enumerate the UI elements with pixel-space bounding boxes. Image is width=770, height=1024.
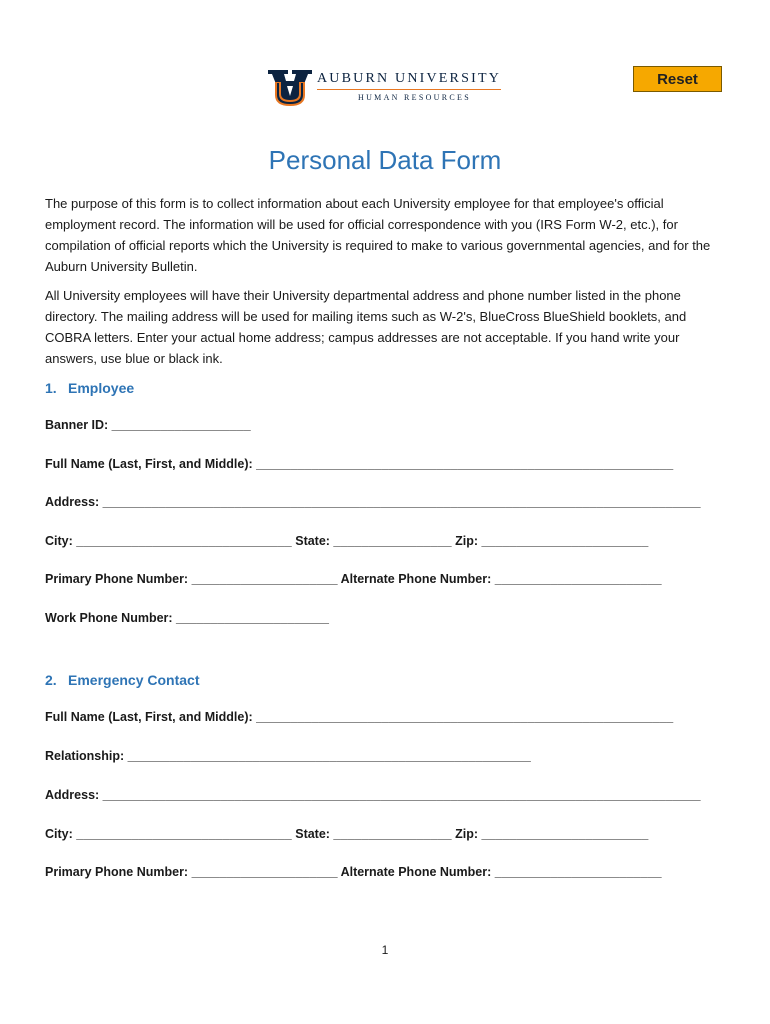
reset-button[interactable]: Reset bbox=[633, 66, 722, 92]
section-title: Employee bbox=[68, 380, 135, 396]
employee-city-state-zip-field[interactable]: City: _______________________________ State: _________________ Zip: ________________________ bbox=[45, 534, 649, 548]
auburn-logo bbox=[266, 64, 506, 110]
page-title: Personal Data Form bbox=[268, 145, 502, 175]
intro-paragraph-2: All University employees will have their University departmental address and phone number listed in the phone directory. The mailing address will be used for mailing items such as W-2's, BlueCross BlueShield booklets, and COBRA letters. Enter your actual home address; campus addresses are not acceptable. If you hand write your answers, use blue or black ink. bbox=[45, 288, 687, 366]
page-number: 1 bbox=[381, 943, 389, 957]
contact-address-field[interactable]: Address: ______________________________________________________________________________________ bbox=[45, 788, 701, 802]
work-phone-field[interactable]: Work Phone Number: ______________________ bbox=[45, 611, 329, 625]
contact-city-state-zip-field[interactable]: City: _______________________________ State: _________________ Zip: ________________________ bbox=[45, 827, 649, 841]
section-heading-employee bbox=[45, 380, 134, 396]
logo-subtitle: HUMAN RESOURCES bbox=[358, 93, 471, 102]
employee-phone-fields[interactable]: Primary Phone Number: _____________________ Alternate Phone Number: ________________________ bbox=[45, 572, 662, 586]
section-title: Emergency Contact bbox=[68, 672, 200, 688]
section-number: 2. bbox=[45, 672, 57, 688]
contact-phone-fields[interactable]: Primary Phone Number: _____________________ Alternate Phone Number: ________________________ bbox=[45, 865, 662, 879]
contact-full-name-field[interactable]: Full Name (Last, First, and Middle): ____________________________________________________________ bbox=[45, 710, 674, 724]
employee-address-field[interactable]: Address: ______________________________________________________________________________________ bbox=[45, 495, 701, 509]
section-heading-emergency-contact bbox=[45, 672, 199, 688]
logo-title: AUBURN UNIVERSITY bbox=[317, 71, 502, 86]
au-monogram-icon bbox=[266, 64, 314, 108]
employee-full-name-field[interactable]: Full Name (Last, First, and Middle): ____________________________________________________________ bbox=[45, 457, 674, 471]
intro-paragraph-1: The purpose of this form is to collect information about each University employee for that employee's official employment record. The information will be used for official correspondence with you (IRS Form W-2, etc.), for compilation of official reports which the University is required to make to various governmental agencies, and for the Auburn University Bulletin. bbox=[45, 196, 711, 274]
relationship-field[interactable]: Relationship: __________________________________________________________ bbox=[45, 749, 531, 763]
logo-divider bbox=[317, 89, 501, 90]
banner-id-field[interactable]: Banner ID: ____________________ bbox=[45, 418, 251, 432]
section-number: 1. bbox=[45, 380, 57, 396]
